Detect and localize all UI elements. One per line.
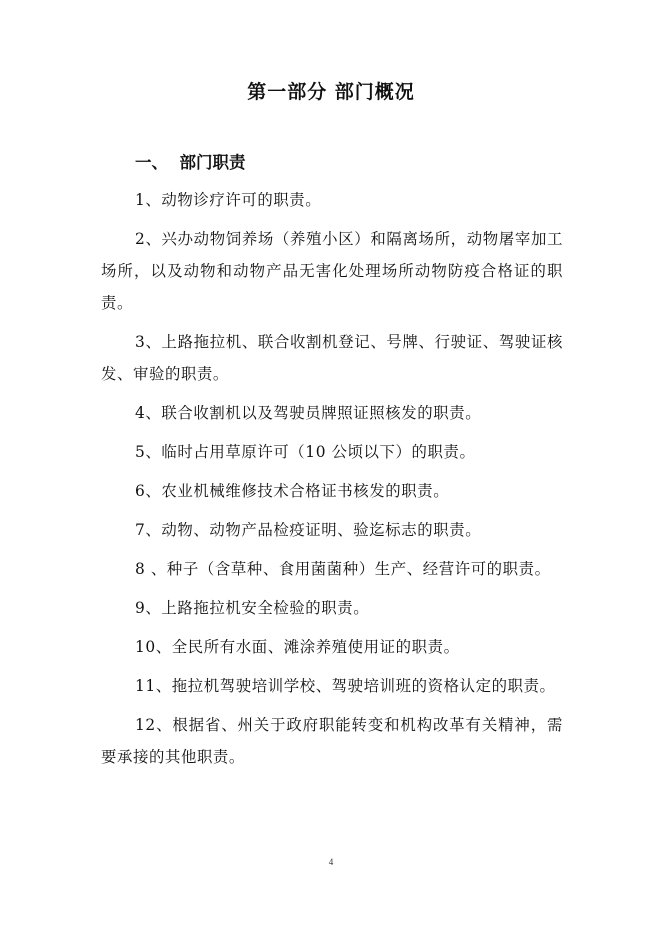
duty-item-6: 6、农业机械维修技术合格证书核发的职责。 (135, 482, 450, 500)
duty-item-12: 12、根据省、州关于政府职能转变和机构改革有关精神，需要承接的其他职责。 (101, 716, 563, 766)
duty-item-11: 11、拖拉机驾驶培训学校、驾驶培训班的资格认定的职责。 (135, 677, 556, 695)
page-number: 4 (328, 857, 334, 867)
duty-item-9: 9、上路拖拉机安全检验的职责。 (135, 599, 370, 617)
duty-item-2: 2、兴办动物饲养场（养殖小区）和隔离场所，动物屠宰加工场所，以及动物和动物产品无害化处理场所动物防疫合格证的职责。 (101, 230, 563, 312)
page-title: 第一部分 部门概况 (247, 81, 415, 103)
duty-item-3: 3、上路拖拉机、联合收割机登记、号牌、行驶证、驾驶证核发、审验的职责。 (101, 333, 563, 383)
duty-item-10: 10、全民所有水面、滩涂养殖使用证的职责。 (135, 638, 460, 656)
duty-item-4: 4、联合收割机以及驾驶员牌照证照核发的职责。 (135, 404, 482, 422)
duty-item-7: 7、动物、动物产品检疫证明、验迄标志的职责。 (135, 521, 482, 539)
duty-item-1: 1、动物诊疗许可的职责。 (135, 191, 322, 209)
duty-list (101, 184, 563, 780)
section-heading: 一、 部门职责 (135, 153, 246, 172)
duty-item-5: 5、临时占用草原许可（10 公顷以下）的职责。 (135, 443, 476, 461)
duty-item-8: 8 、种子（含草种、食用菌菌种）生产、经营许可的职责。 (135, 560, 551, 578)
